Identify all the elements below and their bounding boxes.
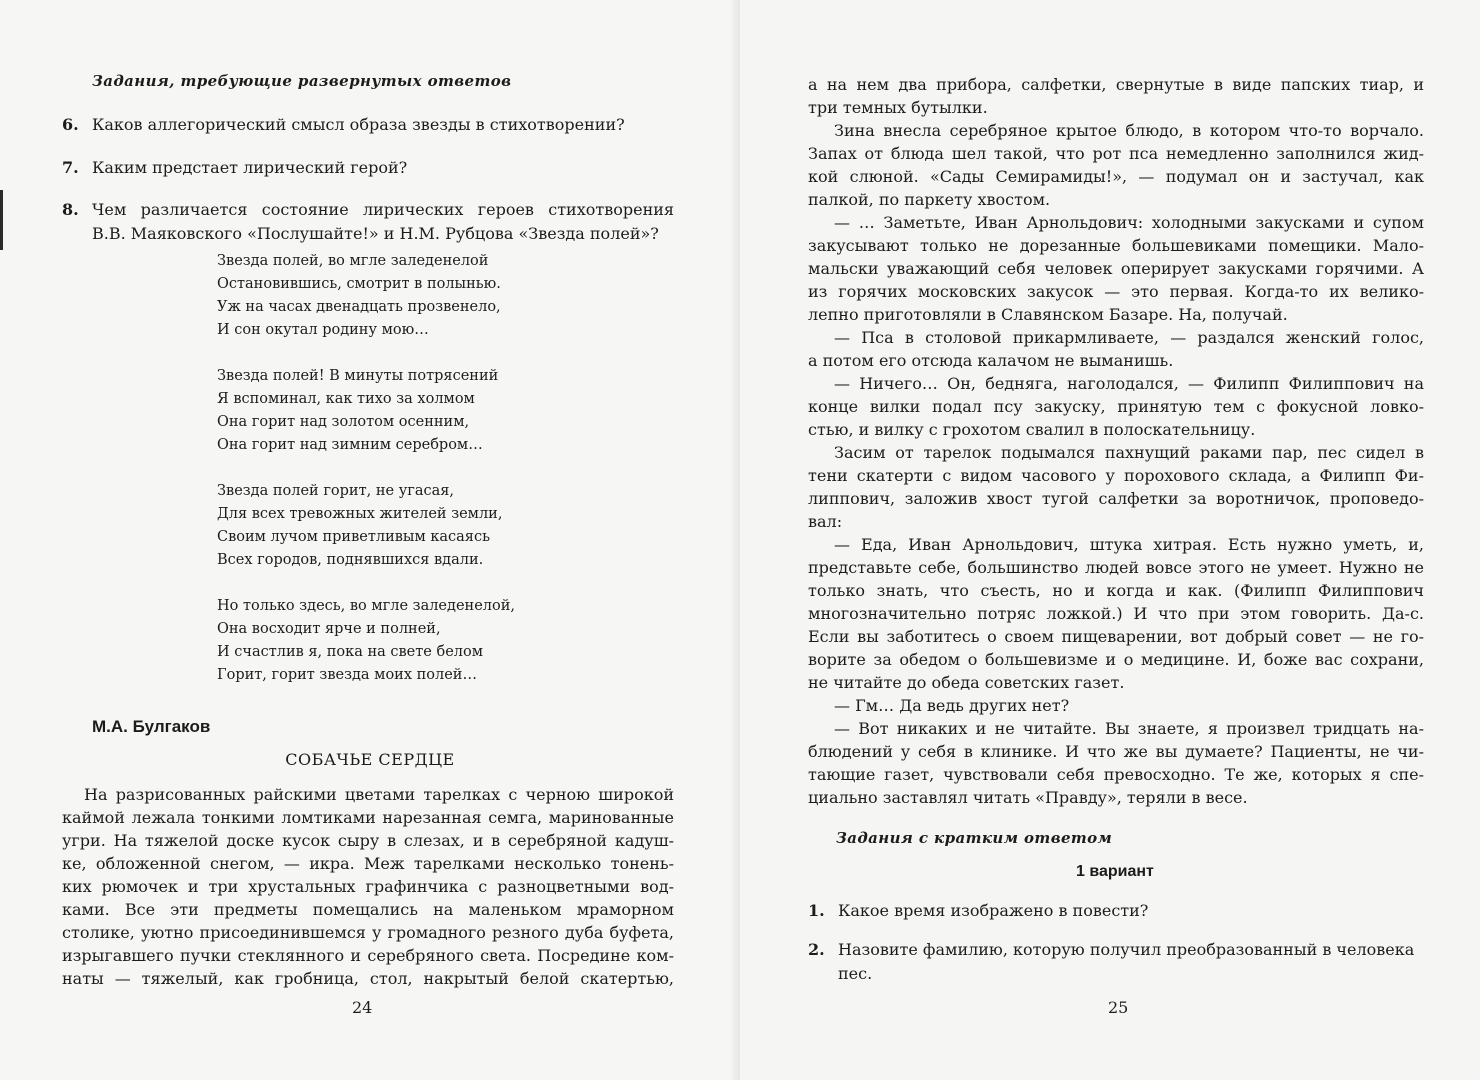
prose-line: представьте себе, большинство людей вовсе этого не умеет. Нужно не (808, 558, 1424, 577)
prose-line: ких рюмочек и три хрустальных графинчика с разноцветными вод- (62, 877, 674, 896)
prose-block (62, 783, 674, 990)
poem (217, 595, 515, 687)
author-name: М.А. Булгаков (92, 717, 211, 736)
prose-line: а на нем два прибора, салфетки, свернутые в виде папских тиар, и (808, 75, 1424, 94)
prose-line: Если вы заботитесь о своем пищеварении, вот добрый совет — не го- (808, 627, 1424, 646)
poem-line: Звезда полей, во мгле заледенелой (217, 253, 489, 269)
prose-line: циально заставлял читать «Правду», теряли в весе. (808, 788, 1248, 807)
poem-line: Но только здесь, во мгле заледенелой, (217, 598, 515, 614)
prose-line: кой слюной. «Сады Семирамиды!», — подумал он и застучал, как (808, 167, 1424, 186)
story-title: СОБАЧЬЕ СЕРДЦЕ (285, 750, 455, 769)
question-text: Какое время изображено в повести? (838, 901, 1149, 920)
prose-line: а потом его отсюда калачом не выманишь. (808, 351, 1174, 370)
prose-line: стью, и вилку с грохотом свалил в полоскательницу. (808, 420, 1256, 439)
prose-line: угри. На тяжелой доске кусок сыру в слезах, и в серебряной кадуш- (62, 831, 674, 850)
prose-line: Запах от блюда шел такой, что рот пса немедленно заполнился жид- (808, 144, 1424, 163)
prose-line: каймой лежала тонкими ломтиками нарезанная семга, маринованные (62, 808, 674, 827)
question-number: 6. (62, 115, 79, 134)
prose-line: наты — тяжелый, как гробница, стол, накрытый белой скатертью, (62, 969, 674, 988)
poem (217, 250, 501, 342)
question-number: 1. (808, 901, 825, 920)
prose-line: только знать, что съесть, но и когда и как. (Филипп Филиппович (808, 581, 1424, 600)
prose-line: конце вилки подал псу закуску, принятую тем с фокусной ловко- (808, 397, 1424, 416)
prose-line: Зина внесла серебряное крытое блюдо, в котором что-то ворчало. (834, 121, 1424, 140)
page-number: 24 (352, 998, 373, 1017)
prose-line: палкой, по паркету хвостом. (808, 190, 1051, 209)
prose-line: — Еда, Иван Арнольдович, штука хитрая. Есть нужно уметь, и, (834, 535, 1424, 554)
poem-line: Для всех тревожных жителей земли, (217, 506, 503, 522)
section-heading-extended-answers: Задания, требующие развернутых ответов (92, 72, 512, 90)
poem-line: И сон окутал родину мою… (217, 322, 429, 338)
prose-line: изрыгавшего пучки стеклянного и серебряного света. Посредине ком- (62, 946, 674, 965)
question-text-line: пес. (838, 964, 873, 983)
prose-block (808, 119, 1424, 809)
question-text: Каков аллегорический смысл образа звезды в стихотворении? (92, 115, 625, 134)
prose-line: ке, обложенной снегом, — икра. Меж тарелками несколько тонень- (62, 854, 674, 873)
page-number: 25 (1108, 998, 1129, 1017)
question-number: 2. (808, 940, 825, 959)
poem (217, 480, 502, 572)
prose-line: не читайте до обеда советских газет. (808, 673, 1125, 692)
prose-line: тени скатерти с видом часового у порохового склада, а Филипп Фи- (808, 466, 1424, 485)
question-text-line: Чем различается состояние лирических героев стихотворения (92, 200, 674, 219)
question-text-line: В.В. Маяковского «Послушайте!» и Н.М. Рубцова «Звезда полей»? (92, 224, 659, 243)
question-text: Каким предстает лирический герой? (92, 158, 408, 177)
poem-line: Звезда полей горит, не угасая, (217, 483, 454, 499)
prose-line: ками. Все эти предметы помещались на маленьком мраморном (62, 900, 674, 919)
poem-line: Она горит над зимним серебром… (217, 437, 483, 453)
prose-line: блюдений у себя в клинике. И что же вы думаете? Пациенты, не чи- (808, 742, 1424, 761)
poem-line: Горит, горит звезда моих полей… (217, 667, 477, 683)
poem-line: Своим лучом приветливым касаясь (217, 529, 490, 545)
poem-line: Всех городов, поднявшихся вдали. (217, 552, 484, 568)
poem-line: Уж на часах двенадцать прозвенело, (217, 299, 501, 315)
question-text-line: Назовите фамилию, которую получил преобразованный в человека (838, 940, 1415, 959)
question-number: 8. (62, 200, 79, 219)
prose-line: столике, уютно присоединившемся у громадного резного дуба буфета, (62, 923, 674, 942)
prose-line: Засим от тарелок подымался пахнущий раками пар, пес сидел в (834, 443, 1424, 462)
poem-line: Она горит над золотом осенним, (217, 414, 470, 430)
binding-edge (0, 190, 3, 250)
section-heading-short-answers: Задания с кратким ответом (836, 829, 1113, 847)
prose-line: На разрисованных райскими цветами тарелках с черною широкой (84, 785, 674, 804)
prose-line: вал: (808, 512, 843, 531)
prose-block (808, 73, 1424, 119)
question-8 (62, 198, 674, 248)
poem-line: Я вспоминал, как тихо за холмом (217, 391, 475, 407)
prose-line: из горячих московских закусок — это первая. Когда-то их велико- (808, 282, 1424, 301)
variant-heading: 1 вариант (1076, 863, 1154, 880)
prose-line: — Пса в столовой прикармливаете, — раздался женский голос, (834, 328, 1424, 347)
prose-line: ворите за обедом о большевизме и о медицине. И, боже вас сохрани, (808, 650, 1424, 669)
prose-line: три темных бутылки. (808, 98, 988, 117)
poem-stanza (217, 365, 498, 457)
question-number: 7. (62, 158, 79, 177)
poem-line: И счастлив я, пока на свете белом (217, 644, 483, 660)
prose-line: липпович, заложив хвост тугой салфетки за воротничок, проповедо- (808, 489, 1424, 508)
prose-line: тающие газет, чувствовали себя превосходно. Те же, которых я спе- (808, 765, 1424, 784)
prose-line: — … Заметьте, Иван Арнольдович: холодными закусками и супом (834, 213, 1424, 232)
poem-line: Остановившись, смотрит в полынью. (217, 276, 501, 292)
prose-line: — Ничего… Он, бедняга, наголодался, — Филипп Филиппович на (834, 374, 1424, 393)
question-2 (808, 938, 1424, 988)
poem-stanza (217, 595, 515, 687)
prose-line: мальски уважающий себя человек оперирует закусками горячими. А (808, 259, 1424, 278)
prose-line: — Гм… Да ведь других нет? (834, 696, 1070, 715)
poem-stanza (217, 480, 502, 572)
poem (217, 365, 498, 457)
prose-line: лепно приготовляли в Славянском Базаре. На, получай. (808, 305, 1288, 324)
poem-line: Она восходит ярче и полней, (217, 621, 441, 637)
prose-line: — Вот никаких и не читайте. Вы знаете, я произвел тридцать на- (834, 719, 1424, 738)
poem-line: Звезда полей! В минуты потрясений (217, 368, 499, 384)
prose-line: закусывают только не дорезанные большевиками помещики. Мало- (808, 236, 1424, 255)
poem-stanza (217, 250, 501, 342)
prose-line: многозначительно потряс ложкой.) И что при этом говорить. Да-с. (808, 604, 1424, 623)
